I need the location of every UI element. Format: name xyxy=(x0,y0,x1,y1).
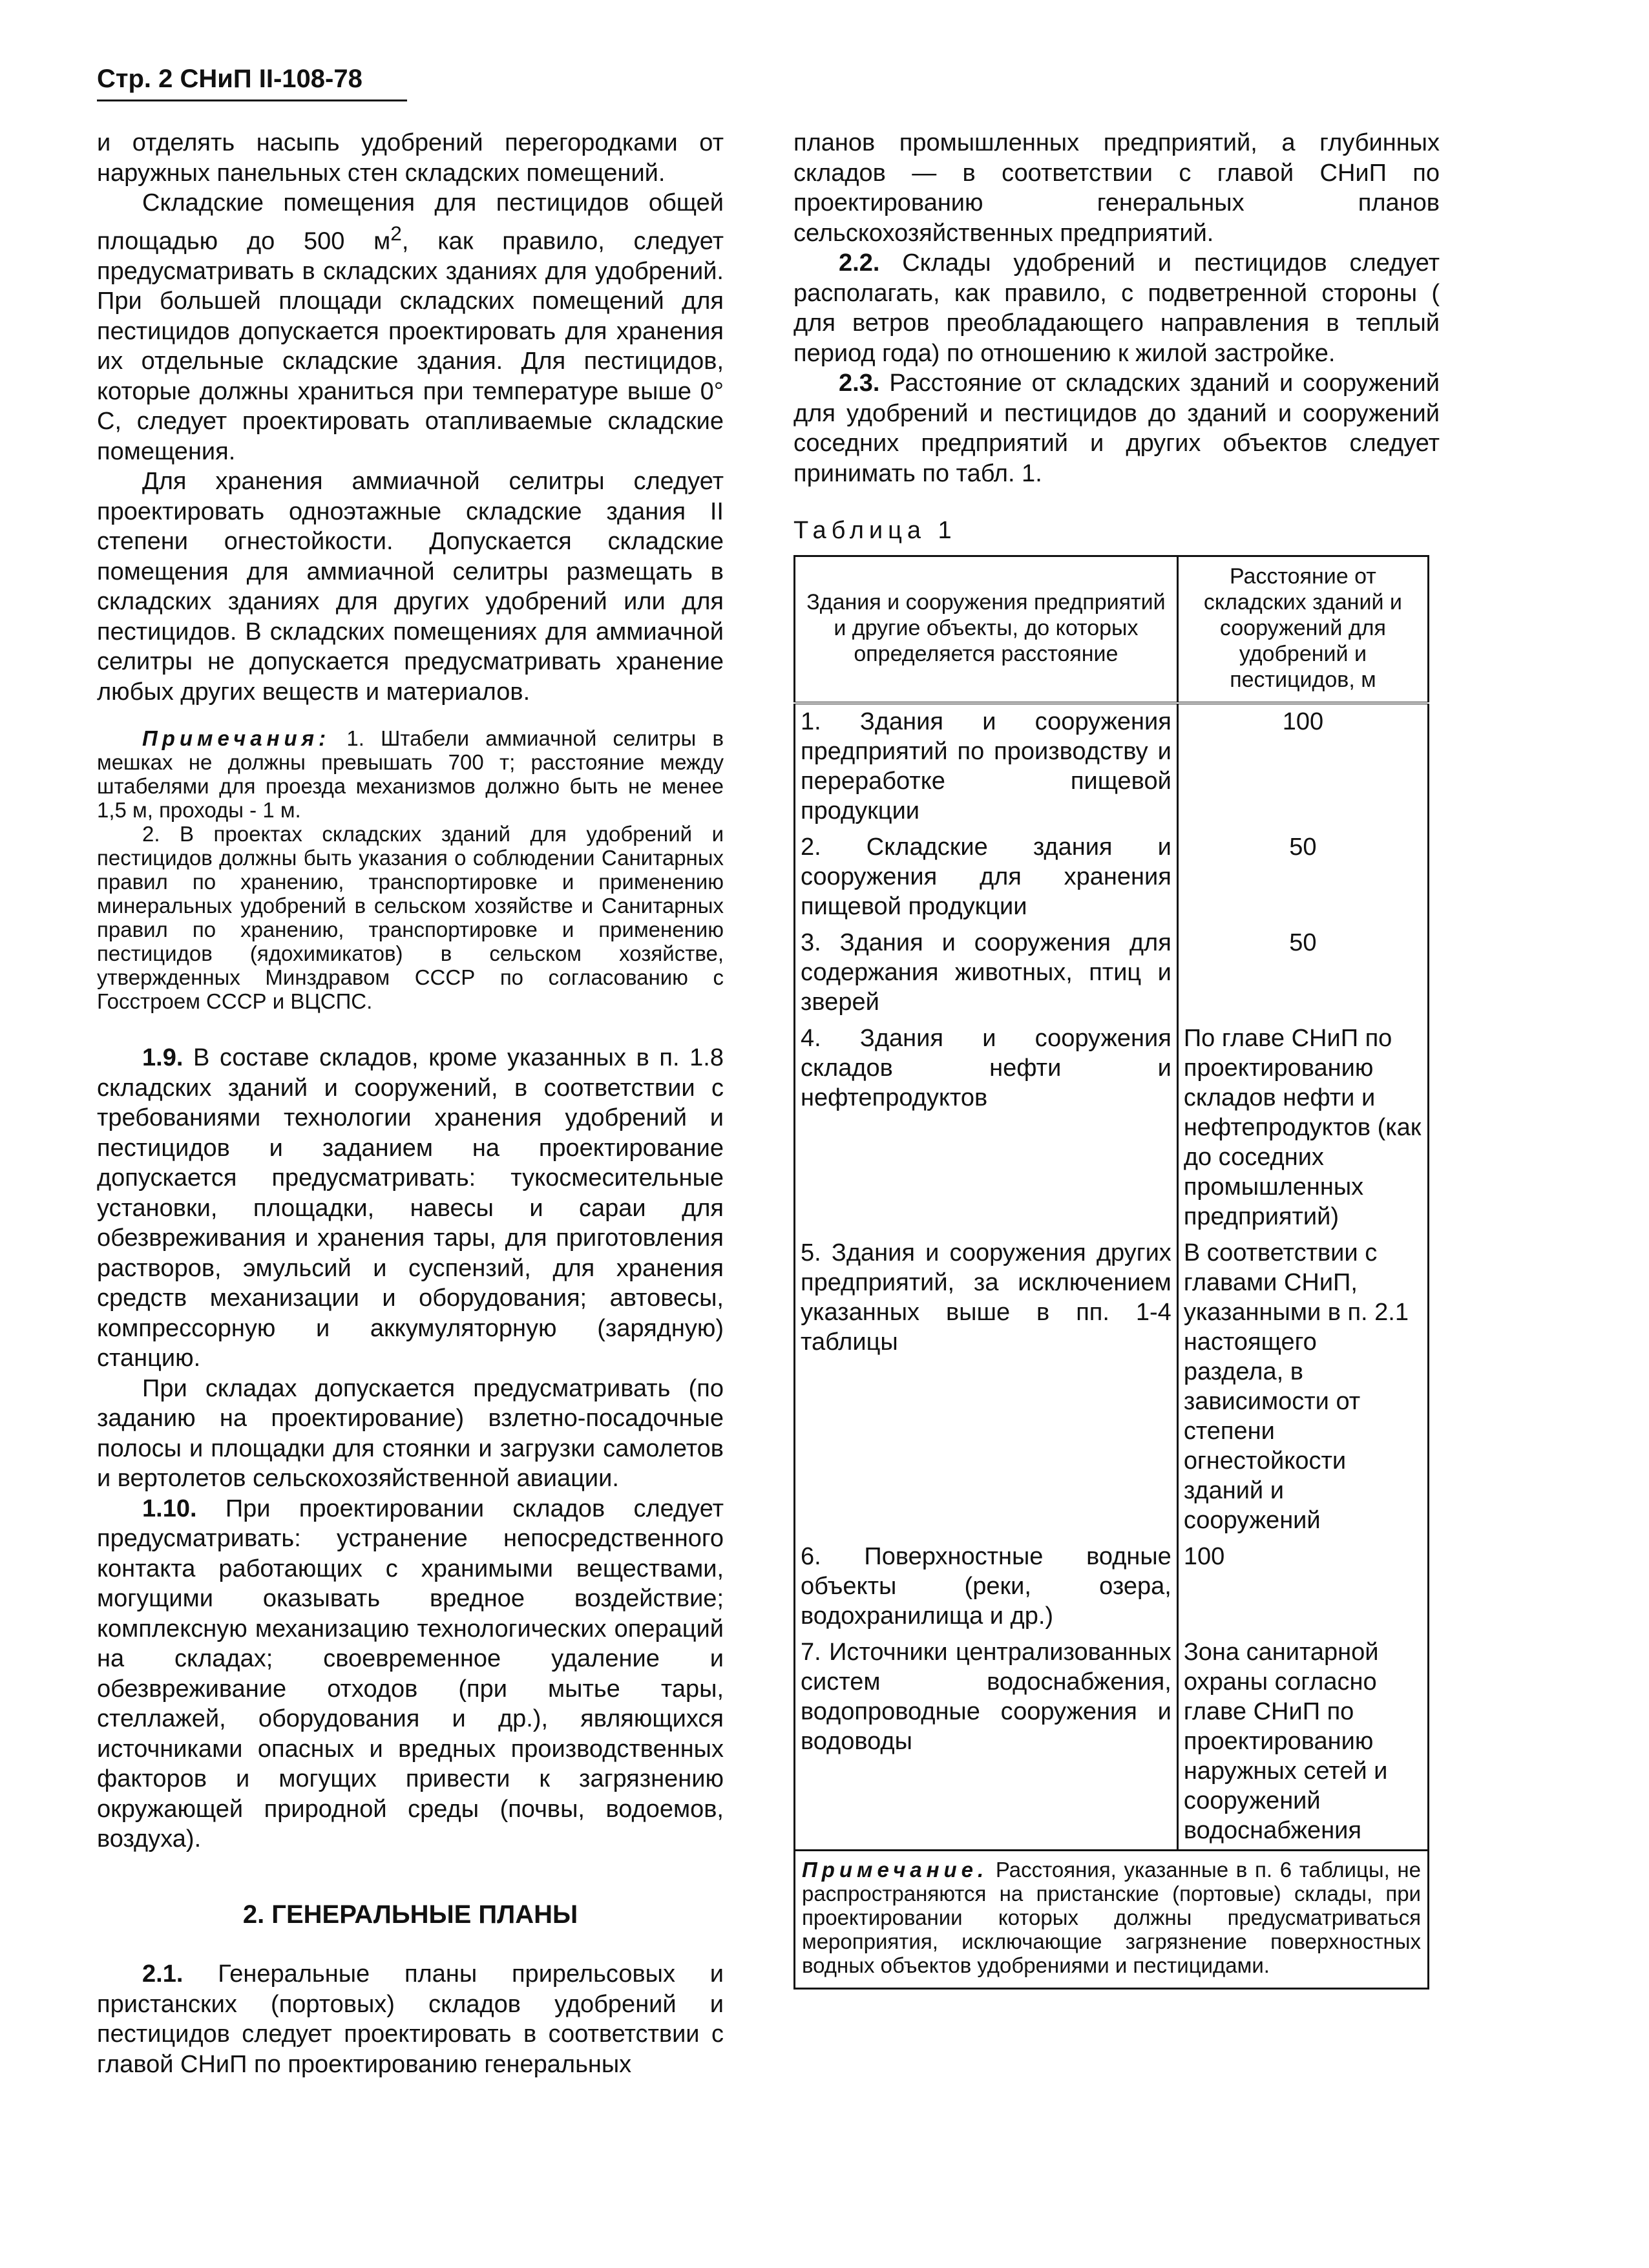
page-header: Стр. 2 СНиП II-108-78 xyxy=(97,65,362,93)
paragraph: планов промышленных предприятий, а глубинных складов — в соответствии с главой СНиП по проектированию генеральных планов сельскохозяйственных предприятий. xyxy=(793,129,1440,247)
clause-text: При проектировании складов следует предусматривать: устранение непосредственного контакта работающих с хранимыми веществами, могущими оказывать вредное воздействие; комплексную механизацию технологических операций на складах; своевременное удаление и обезвреживание отходов (при мытье тары, стеллажей, оборудования и др.), являющихся источниками опасных и вредных производственных факторов и могущих привести к загрязнению окружающей природной среды (почвы, водоемов, воздуха). xyxy=(97,1495,724,1853)
table-note-cell xyxy=(795,1850,1429,1988)
clause-number: 2.2. xyxy=(839,249,880,277)
paragraph-text: , как правило, следует предусматривать в складских зданиях для удобрений. При большей площади складских помещений для пестицидов допускается проектировать для хранения их отдельные складские здания. Для пестицидов, которые должны храниться при температуре выше 0° С, следует проектировать отапливаемые складские помещения. xyxy=(97,227,724,465)
table-cell: 4. Здания и сооружения складов нефти и нефтепродуктов xyxy=(795,1021,1178,1235)
clause-2-3 xyxy=(793,368,1440,488)
clause-text: Склады удобрений и пестицидов следует располагать, как правило, с подветренной стороны ( для ветров преобладающего направления в теплый период года) по отношению к жилой застройке. xyxy=(793,249,1440,367)
note-item xyxy=(97,726,724,822)
note-text: 1. Штабели аммиачной селитры в мешках не должны превышать 700 т; расстояние между штабелями для проезда механизмов должно быть не менее 1,5 м, проходы - 1 м. xyxy=(97,726,724,823)
table-note-row xyxy=(795,1850,1429,1988)
table-cell: 2. Складские здания и сооружения для хранения пищевой продукции xyxy=(795,830,1178,925)
clause-2-1 xyxy=(97,1959,724,2079)
table-row xyxy=(795,1021,1429,1235)
clause-text: Генеральные планы прирельсовых и пристанских (портовых) складов удобрений и пестицидов следует проектировать в соответствии с главой СНиП по проектированию генеральных xyxy=(97,1960,724,2078)
paragraph xyxy=(97,188,724,467)
table-row xyxy=(795,830,1429,925)
clause-number: 2.1. xyxy=(142,1960,184,1988)
superscript: 2 xyxy=(390,221,402,245)
clause-text: Расстояние от складских зданий и сооружений для удобрений и пестицидов до зданий и сооружений соседних предприятий и других объектов следует принимать по табл. 1. xyxy=(793,370,1440,487)
section-title: 2. ГЕНЕРАЛЬНЫЕ ПЛАНЫ xyxy=(242,1900,578,1929)
paragraph: При складах допускается предусматривать (по заданию на проектирование) взлетно-посадочные полосы и площадки для стоянки и загрузки самолетов и вертолетов сельскохозяйственной авиации. xyxy=(97,1374,724,1493)
table-header-cell: Здания и сооружения предприятий и другие объекты, до которых определяется расстояние xyxy=(795,556,1178,703)
paragraph-text: Складские помещения для пестицидов общей площадью до 500 м xyxy=(97,189,724,255)
clause-number: 1.9. xyxy=(142,1044,184,1072)
table-caption: Таблица 1 xyxy=(793,517,957,544)
note-item: 2. В проектах складских зданий для удобрений и пестицидов должны быть указания о соблюдении Санитарных правил по хранению, транспортировке и применению минеральных удобрений в сельском хозяйстве и Санитарных правил по хранению, транспортировке и применению пестицидов (ядохимикатов) в сельском хозяйстве, утвержденных Минздравом СССР по согласованию с Госстроем СССР и ВЦСПС. xyxy=(97,822,724,1014)
clause-number: 1.10. xyxy=(142,1495,197,1522)
notes-label: Примечания: xyxy=(142,726,331,751)
table-row xyxy=(795,1235,1429,1539)
spacer xyxy=(97,707,724,726)
table-row xyxy=(795,703,1429,830)
table-cell: В соответствии с главами СНиП, указанными в п. 2.1 настоящего раздела, в зависимости от степени огнестойкости зданий и сооружений xyxy=(1177,1235,1428,1539)
spacer xyxy=(97,1013,724,1043)
paragraph: и отделять насыпь удобрений перегородками от наружных панельных стен складских помещений. xyxy=(97,129,724,187)
clause-text: В составе складов, кроме указанных в п. 1.8 складских зданий и сооружений, в соответствии с требованиями технологии хранения удобрений и пестицидов и заданием на проектирование допускается предусматривать: тукосмесительные установки, площадки, навесы и сараи для обезвреживания и хранения тары, для приготовления растворов, эмульсий и суспензий, для хранения средств механизации и оборудования; автовесы, компрессорную и аккумуляторную (зарядную) станцию. xyxy=(97,1044,724,1372)
table-cell: По главе СНиП по проектированию складов нефти и нефтепродуктов (как до соседних промышленных предприятий) xyxy=(1177,1021,1428,1235)
table-row xyxy=(795,925,1429,1021)
clause-number: 2.3. xyxy=(839,370,880,397)
table-cell: 3. Здания и сооружения для содержания животных, птиц и зверей xyxy=(795,925,1178,1021)
clause-1-10 xyxy=(97,1494,724,1854)
table-header-row xyxy=(795,556,1429,703)
table-cell: 7. Источники централизованных систем водоснабжения, водопроводные сооружения и водоводы xyxy=(795,1635,1178,1851)
clause-1-9 xyxy=(97,1043,724,1374)
table-cell: 6. Поверхностные водные объекты (реки, озера, водохранилища и др.) xyxy=(795,1539,1178,1635)
table-cell: 100 xyxy=(1177,703,1428,830)
right-column xyxy=(793,128,1440,1990)
table-header-cell: Расстояние от складских зданий и сооружений для удобрений и пестицидов, м xyxy=(1177,556,1428,703)
table-cell: 5. Здания и сооружения других предприятий, за исключением указанных выше в пп. 1-4 таблицы xyxy=(795,1235,1178,1539)
table-cell: 100 xyxy=(1177,1539,1428,1635)
table-cell: Зона санитарной охраны согласно главе СНиП по проектированию наружных сетей и сооружений водоснабжения xyxy=(1177,1635,1428,1851)
header-rule xyxy=(97,100,407,101)
notes-block xyxy=(97,726,724,1013)
left-column xyxy=(97,128,724,2079)
table-note-label: Примечание. xyxy=(802,1857,989,1882)
paragraph: Для хранения аммиачной селитры следует проектировать одноэтажные складские здания II степени огнестойкости. Допускается складские помещения для аммиачной селитры размещать в складских зданиях для других удобрений или для пестицидов. В складских помещениях для аммиачной селитры не допускается предусматривать хранение любых других веществ и материалов. xyxy=(97,468,724,706)
table-note-text: Расстояния, указанные в п. 6 таблицы, не распространяются на пристанские (портовые) склады, при проектировании которых должны предусматриваться мероприятия, исключающие загрязнение поверхностных водных объектов удобрениями и пестицидами. xyxy=(802,1857,1421,1977)
table-cell: 50 xyxy=(1177,925,1428,1021)
table-row xyxy=(795,1635,1429,1851)
distance-table xyxy=(793,555,1429,1990)
table-row xyxy=(795,1539,1429,1635)
table-cell: 1. Здания и сооружения предприятий по производству и переработке пищевой продукции xyxy=(795,703,1178,830)
table-cell: 50 xyxy=(1177,830,1428,925)
clause-2-2 xyxy=(793,248,1440,368)
